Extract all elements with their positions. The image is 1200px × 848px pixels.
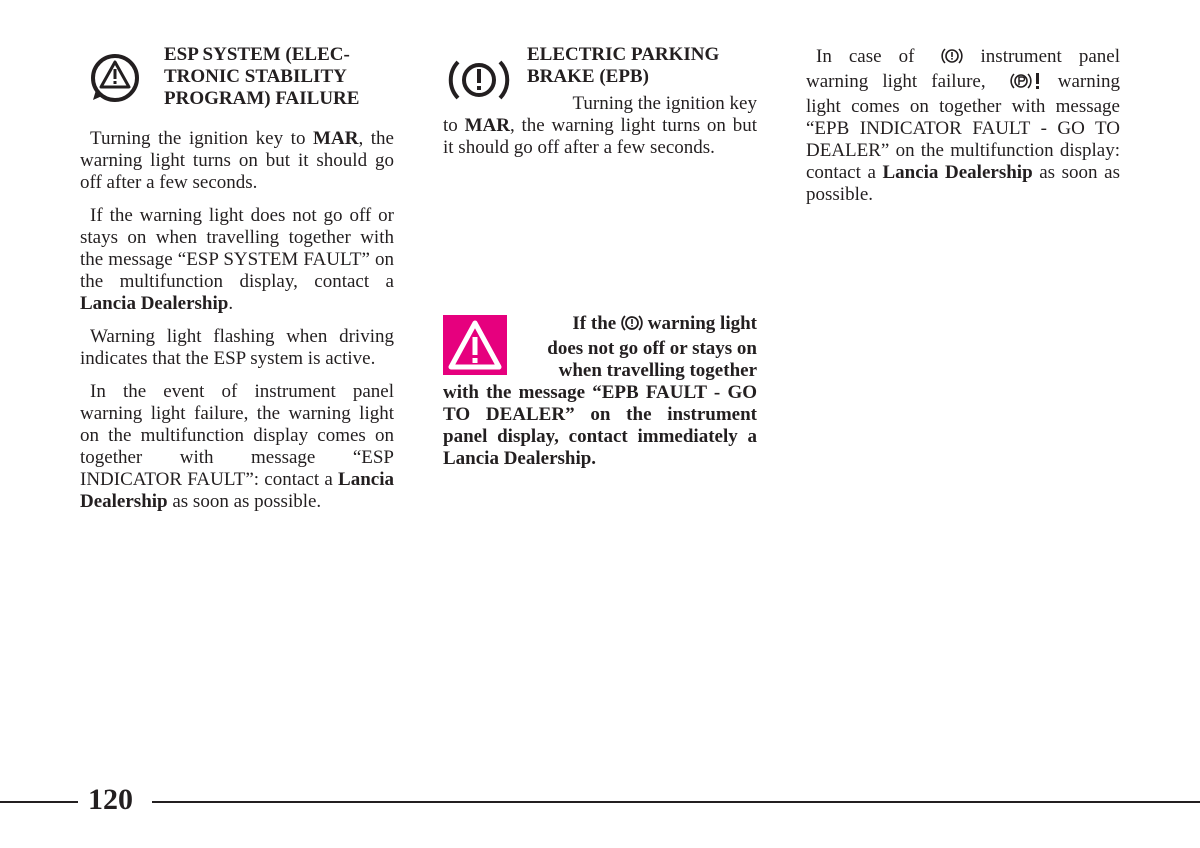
esp-warning-icon [88, 50, 142, 111]
esp-title-line: PROGRAM) FAILURE [164, 88, 360, 109]
esp-paragraph-3: Warning light flashing when driving indicates that the ESP system is active. [80, 326, 394, 369]
epb-section [443, 44, 757, 159]
esp-section [80, 44, 394, 524]
esp-paragraph-2: If the warning light does not go off or stays on when travelling together with the message “ESP SYSTEM FAULT” on the multifunction display, contact a Lancia Dealership. [80, 205, 394, 314]
esp-heading [80, 44, 394, 122]
page-number: 120 [88, 783, 133, 816]
page-footer [0, 783, 1200, 817]
epb-paragraph-1: Turning the ignition key to MAR, the warning light turns on but it should go off after a few seconds. [443, 93, 757, 158]
warning-box [443, 315, 507, 375]
epb-failure-paragraph: In case of instrument panel warning light failure, warning light comes on together with message “EPB INDICATOR FAULT - GO TO DEALER” on the multifunction display: contact a Lancia Dealership as soon as possible. [806, 46, 1120, 205]
footer-rule-right [152, 801, 1200, 803]
parking-brake-icon [1000, 72, 1044, 96]
esp-title-line: ESP SYSTEM (ELEC- [164, 44, 350, 65]
warning-text: If the warning light does not go off or stays on when travelling together with the message “EPB FAULT - GO TO DEALER” on the instrument panel display, contact immediately a Lancia Dealership. [443, 313, 757, 469]
epb-failure-section [806, 46, 1120, 217]
footer-rule-left [0, 801, 78, 803]
epb-warning-note [443, 313, 757, 470]
brake-circle-icon [931, 47, 963, 71]
epb-title-line: BRAKE (EPB) [527, 66, 649, 87]
esp-paragraph-1: Turning the ignition key to MAR, the warning light turns on but it should go off after a few seconds. [80, 128, 394, 193]
esp-title-line: TRONIC STABILITY [164, 66, 347, 87]
brake-warning-icon [447, 56, 511, 109]
esp-paragraph-4: In the event of instrument panel warning light failure, the warning light on the multifunction display comes on together with message “ESP INDICATOR FAULT”: contact a Lancia Dealership as soon as possible. [80, 381, 394, 512]
epb-heading [443, 44, 757, 88]
warning-triangle-icon [443, 315, 507, 375]
brake-circle-icon [621, 314, 643, 338]
epb-title-line: ELECTRIC PARKING [527, 44, 720, 65]
